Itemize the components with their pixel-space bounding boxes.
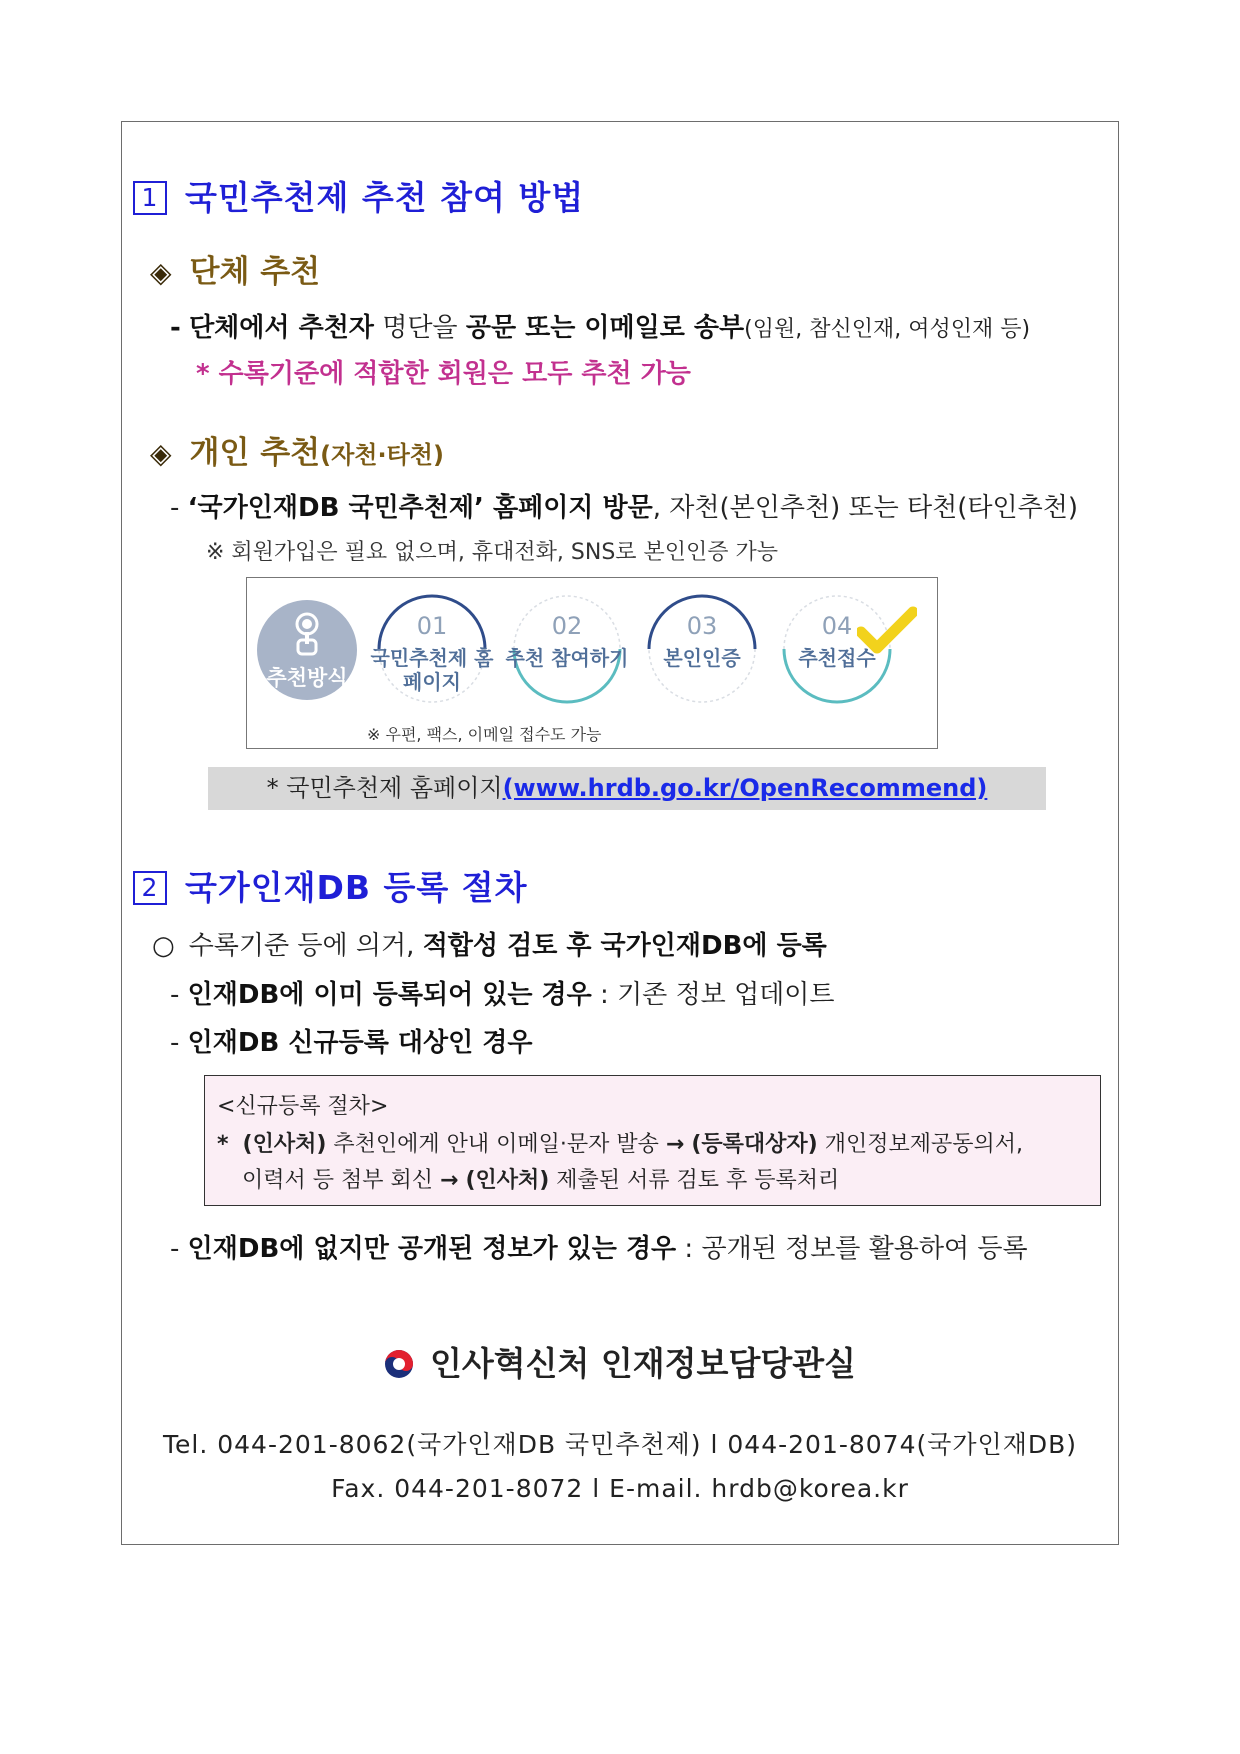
checkmark-icon (857, 606, 917, 656)
group-recommend-note: * 수록기준에 적합한 회원은 모두 추천 가능 (196, 359, 691, 389)
case-public-info (170, 1228, 1028, 1265)
diamond-icon: ◈ (150, 437, 172, 470)
case-public-text: : 공개된 정보를 활용하여 등록 (676, 1234, 1028, 1264)
group-line-paren: (임원, 참신인재, 여성인재 등) (744, 317, 1031, 342)
dash: - (170, 493, 180, 523)
footer-tel: Tel. 044-201-8062(국가인재DB 국민추천제) l 044-201-8074(국가인재DB) (163, 1430, 1077, 1459)
dash: - (170, 980, 180, 1010)
new-registration-procedure-box (204, 1075, 1101, 1206)
personal-line-text: , 자천(본인추천) 또는 타천(타인추천) (652, 493, 1078, 523)
proc-bold-1: (인사처) (242, 1132, 327, 1157)
proc-text-1: 추천인에게 안내 이메일·문자 발송 (326, 1132, 666, 1157)
homepage-prefix: * 국민추천제 홈페이지 (266, 774, 503, 802)
step-label: 추천접수 (798, 646, 876, 670)
personal-line-bold: ‘국가인재DB 국민추천제’ 홈페이지 방문 (187, 493, 653, 523)
personal-recommend-title: 개인 추천 (189, 435, 321, 471)
asterisk: * (217, 1132, 229, 1157)
step-number: 02 (551, 612, 583, 640)
group-line-bold2: 공문 또는 이메일로 송부 (465, 313, 745, 343)
dash: - (170, 1234, 180, 1264)
step-number: 01 (416, 612, 448, 640)
footer-fax-email: Fax. 044-201-8072 l E-mail. hrdb@korea.kr (331, 1474, 909, 1503)
recommend-process-diagram (246, 577, 938, 749)
case-existing-text: : 기존 정보 업데이트 (591, 980, 835, 1010)
section1-number: 1 (133, 181, 167, 215)
footer-organization (0, 1338, 1240, 1385)
proc-text-2: 개인정보제공동의서, (817, 1132, 1023, 1157)
proc-text-4: 제출된 서류 검토 후 등록처리 (549, 1168, 840, 1193)
group-line-text1: 명단을 (373, 313, 466, 343)
bullet-bold: 적합성 검토 후 국가인재DB에 등록 (422, 931, 827, 961)
process-note: ※ 우편, 팩스, 이메일 접수도 가능 (367, 725, 602, 744)
group-recommend-heading (150, 246, 320, 291)
proc-text-3: 이력서 등 첨부 회신 (242, 1168, 440, 1193)
recommend-method-circle (257, 600, 357, 700)
step-label: 본인인증 (663, 646, 741, 670)
bullet-text: 수록기준 등에 의거, (188, 931, 423, 961)
procedure-line-1 (217, 1127, 1023, 1158)
process-step-3 (637, 584, 767, 714)
section1-title: 국민추천제 추천 참여 방법 (185, 178, 585, 217)
arrow-right-icon: → (665, 1132, 685, 1157)
section2-heading (133, 862, 528, 909)
case-public-bold: 인재DB에 없지만 공개된 정보가 있는 경우 (187, 1234, 677, 1264)
step-label: 국민추천제 홈페이지 (370, 646, 494, 694)
recommend-method-label: 추천방식 (266, 666, 348, 690)
personal-recommend-note: ※ 회원가입은 필요 없으며, 휴대전화, SNS로 본인인증 가능 (206, 540, 779, 565)
section2-title: 국가인재DB 등록 절차 (185, 868, 528, 907)
procedure-title: <신규등록 절차> (217, 1094, 389, 1119)
homepage-box (208, 767, 1046, 810)
proc-bold-2: (등록대상자) (691, 1132, 818, 1157)
group-recommend-line (170, 307, 1030, 344)
procedure-line-2 (242, 1163, 839, 1194)
dash: - (170, 313, 181, 343)
process-step-2 (502, 584, 632, 714)
section1-heading (133, 172, 584, 219)
case-existing-bold: 인재DB에 이미 등록되어 있는 경우 (187, 980, 592, 1010)
diamond-icon: ◈ (150, 256, 172, 289)
process-step-1 (367, 584, 497, 714)
section2-bullet (152, 925, 827, 962)
case-new-bold: 인재DB 신규등록 대상인 경우 (187, 1028, 533, 1058)
dash: - (170, 1028, 180, 1058)
step-number: 03 (686, 612, 718, 640)
step-label: 추천 참여하기 (505, 646, 629, 670)
group-recommend-title: 단체 추천 (189, 254, 321, 290)
group-line-bold1: 단체에서 추천자 (189, 313, 374, 343)
arrow-right-icon: → (440, 1168, 459, 1193)
case-new (170, 1022, 533, 1059)
government-emblem-icon (384, 1349, 414, 1379)
homepage-link[interactable]: (www.hrdb.go.kr/OpenRecommend) (502, 774, 988, 802)
proc-bold-3: (인사처) (465, 1168, 550, 1193)
section2-number: 2 (133, 871, 167, 905)
personal-recommend-subtitle: (자천·타천) (320, 441, 444, 469)
circle-bullet-icon: ○ (152, 931, 175, 961)
personal-recommend-line (170, 487, 1078, 524)
footer-org-name: 인사혁신처 인재정보담당관실 (430, 1344, 856, 1383)
hand-pointer-icon (292, 612, 322, 660)
case-existing (170, 974, 835, 1011)
personal-recommend-heading (150, 427, 444, 472)
step-number: 04 (821, 612, 853, 640)
